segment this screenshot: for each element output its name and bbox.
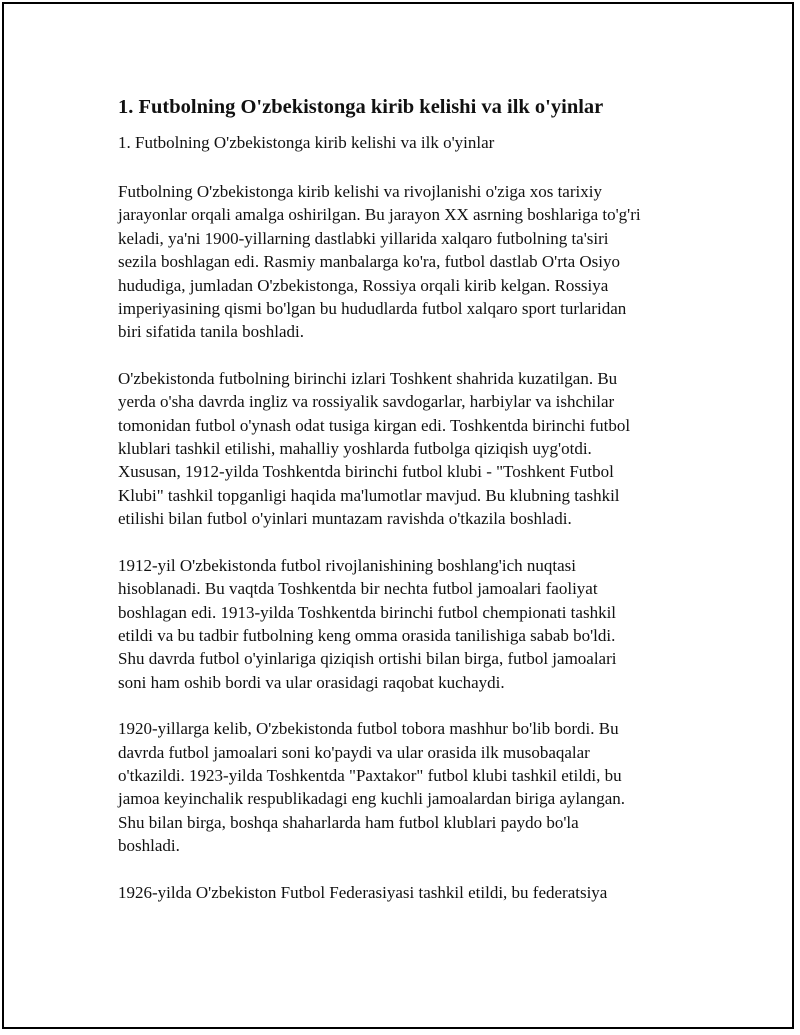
paragraph-line: 1926-yilda O'zbekiston Futbol Federasiyasi tashkil etildi, bu federatsiya [118,882,608,902]
paragraph-line: yerda o'sha davrda ingliz va rossiyalik savdogarlar, harbiylar va ishchilar [118,392,615,412]
paragraph-line: hududiga, jumladan O'zbekistonga, Rossiya orqali kirib kelgan. Rossiya [118,275,609,295]
paragraph-line: sezila boshlagan edi. Rasmiy manbalarga ko'ra, futbol dastlab O'rta Osiyo [118,252,620,272]
paragraph-line: Shu bilan birga, boshqa shaharlarda ham futbol klublari paydo bo'la [118,812,579,832]
body-paragraph [118,717,698,857]
paragraph-line: etildi va bu tadbir futbolning keng omma orasida tanilishiga sabab bo'ldi. [118,625,616,645]
paragraph-line: boshladi. [118,836,180,856]
paragraph-line: davrda futbol jamoalari soni ko'paydi va ular orasida ilk musobaqalar [118,742,590,762]
paragraph-list [118,180,698,904]
paragraph-line: 1920-yillarga kelib, O'zbekistonda futbol tobora mashhur bo'lib bordi. Bu [118,719,619,739]
paragraph-line: hisoblanadi. Bu vaqtda Toshkentda bir nechta futbol jamoalari faoliyat [118,579,598,599]
paragraph-line: etilishi bilan futbol o'yinlari muntazam ravishda o'tkazila boshladi. [118,509,572,529]
paragraph-line: O'zbekistonda futbolning birinchi izlari Toshkent shahrida kuzatilgan. Bu [118,368,618,388]
paragraph-line: jamoa keyinchalik respublikadagi eng kuchli jamoalardan biriga aylangan. [118,789,625,809]
paragraph-line: biri sifatida tanila boshladi. [118,322,305,342]
document-heading: 1. Futbolning O'zbekistonga kirib kelishi va ilk o'yinlar [118,96,604,118]
paragraph-line: Futbolning O'zbekistonga kirib kelishi va rivojlanishi o'ziga xos tarixiy [118,182,602,201]
paragraph-line: jarayonlar orqali amalga oshirilgan. Bu jarayon XX asrning boshlariga to'g'ri [118,205,641,225]
paragraph-line: Shu davrda futbol o'yinlariga qiziqish ortishi bilan birga, futbol jamoalari [118,649,617,669]
document-subtitle: 1. Futbolning O'zbekistonga kirib kelishi va ilk o'yinlar [118,133,495,152]
paragraph-line: keladi, ya'ni 1900-yillarning dastlabki yillarida xalqaro futbolning ta'siri [118,228,609,248]
paragraph-line: Klubi" tashkil topganligi haqida ma'lumotlar mavjud. Bu klubning tashkil [118,485,620,505]
paragraph-line: soni ham oshib bordi va ular orasidagi raqobat kuchaydi. [118,672,505,692]
body-paragraph [118,180,698,344]
body-paragraph [118,881,698,904]
body-paragraph [118,367,698,531]
body-paragraph [118,554,698,694]
paragraph-line: 1912-yil O'zbekistonda futbol rivojlanishining boshlang'ich nuqtasi [118,555,576,575]
paragraph-line: Xususan, 1912-yilda Toshkentda birinchi futbol klubi - "Toshkent Futbol [118,462,614,482]
document-body [118,94,698,927]
paragraph-line: imperiyasining qismi bo'lgan bu hududlarda futbol xalqaro sport turlaridan [118,299,627,319]
paragraph-line: klublari tashkil etilishi, mahalliy yoshlarda futbolga qiziqish uyg'otdi. [118,439,592,459]
paragraph-line: o'tkazildi. 1923-yilda Toshkentda "Paxtakor" futbol klubi tashkil etildi, bu [118,765,622,785]
paragraph-line: boshlagan edi. 1913-yilda Toshkentda birinchi futbol chempionati tashkil [118,602,617,622]
paragraph-line: tomonidan futbol o'ynash odat tusiga kirgan edi. Toshkentda birinchi futbol [118,415,631,435]
